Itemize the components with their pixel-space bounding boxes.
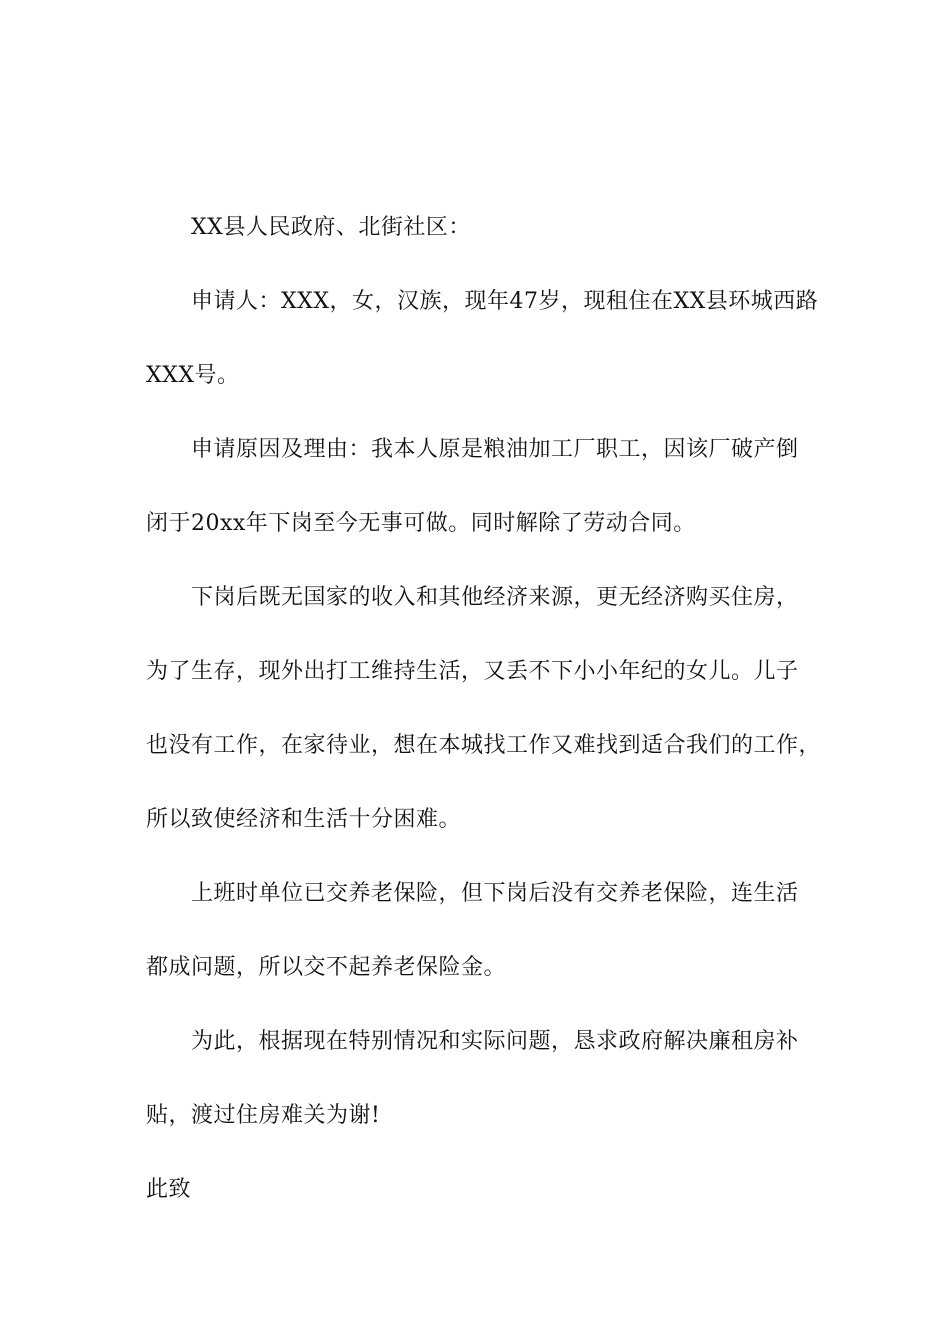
- paragraph-line: 上班时单位已交养老保险，但下岗后没有交养老保险，连生活: [191, 881, 799, 906]
- paragraph-line: XXX号。: [146, 363, 240, 388]
- paragraph-line: 为了生存，现外出打工维持生活，又丢不下小小年纪的女儿。儿子: [146, 659, 799, 684]
- paragraph-line: 申请人：XXX，女，汉族，现年47岁，现租住在XX县环城西路: [191, 289, 819, 314]
- paragraph-line: 都成问题，所以交不起养老保险金。: [146, 955, 507, 980]
- paragraph-line: 申请原因及理由：我本人原是粮油加工厂职工，因该厂破产倒: [191, 437, 799, 462]
- paragraph-line: 下岗后既无国家的收入和其他经济来源，更无经济购买住房，: [191, 585, 799, 610]
- paragraph-line: 闭于20xx年下岗至今无事可做。同时解除了劳动合同。: [146, 511, 696, 536]
- paragraph-line: 为此，根据现在特别情况和实际问题，恳求政府解决廉租房补: [191, 1029, 799, 1054]
- closing: 此致: [146, 1177, 192, 1202]
- paragraph-line: 贴，渡过住房难关为谢!: [146, 1103, 381, 1128]
- paragraph-line: 也没有工作，在家待业，想在本城找工作又难找到适合我们的工作，: [146, 733, 822, 758]
- salutation: XX县人民政府、北街社区：: [191, 215, 471, 240]
- paragraph-line: 所以致使经济和生活十分困难。: [146, 807, 462, 832]
